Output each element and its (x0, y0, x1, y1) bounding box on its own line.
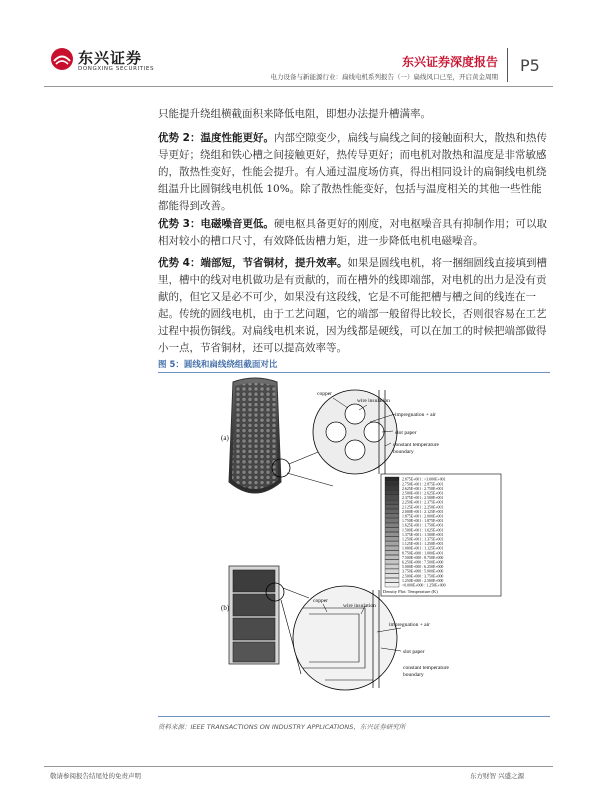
legend-swatch (385, 505, 399, 509)
a-boundary-label: boundary (393, 449, 414, 455)
a-wire-insulation-label: wire insulation (357, 398, 390, 404)
b-copper-label: copper (313, 598, 328, 604)
advantage-3-title: 优势 3：电磁噪音更低。 (158, 218, 274, 230)
panel-a-label: (a) (221, 434, 229, 442)
b-wire-insulation-label: wire insulation (343, 603, 376, 609)
legend-swatch (385, 523, 399, 527)
intro-paragraph: 只能提升绕组横截面积来降低电阻，即想办法提升槽满率。 (158, 108, 431, 120)
legend-row-label: 2.125E+001 : 2.250E+001 (402, 505, 444, 510)
legend-swatch (385, 532, 399, 536)
legend-swatch (385, 486, 399, 490)
legend-row-label: 1.750E+001 : 1.875E+001 (402, 519, 444, 524)
legend-swatch (385, 564, 399, 568)
advantage-4-paragraph (158, 255, 548, 357)
legend-swatch (385, 555, 399, 559)
legend-swatch (385, 514, 399, 518)
legend-row-label: 2.250E+001 : 2.375E+001 (402, 500, 444, 505)
report-subtitle: 电力设备与新能源行业：扁线电机系列报告（一）扁线风口已至，开启黄金周期 (270, 73, 498, 81)
a-slot-paper-label: slot paper (395, 430, 417, 436)
legend-row-label: 2.000E+001 : 2.125E+001 (402, 509, 444, 514)
legend-row-label: 3.750E+000 : 5.000E+000 (402, 569, 444, 574)
legend-row-label: 1.500E+001 : 1.625E+001 (402, 528, 444, 533)
legend-row-label: 1.625E+001 : 1.750E+001 (402, 523, 444, 528)
legend-row-label: 1.250E+000 : 2.500E+000 (402, 578, 444, 583)
footer-rule (44, 766, 553, 767)
winding-cross-section-figure (205, 376, 505, 712)
advantage-3-paragraph (158, 216, 548, 250)
legend-swatch (385, 477, 399, 481)
legend-row-label: 1.250E+001 : 1.375E+001 (402, 537, 444, 542)
legend-row-label: 2.750E+001 : 2.875E+001 (402, 482, 444, 487)
advantage-2-paragraph (158, 130, 548, 215)
b-impregnation-label: impregnation + air (389, 622, 430, 628)
a-copper-label: copper (317, 391, 332, 397)
advantage-4-text: 如果是圆线电机，将一捆细圆线直接填到槽里，槽中的线对电机做功是有贡献的，而在槽外的线即端部，对电机的出力是没有贡献的，但它又是必不可少，如果没有这段线，它是不可能把槽与槽之间的线连在一起。传统的圆线电机，由于工艺问题，它的端部一般留得比较长，否则很容易在工艺过程中损伤铜线。对扁线电机来说，因为线都是硬线，可以在加工的时候把端部做得小一点，节省铜材，还可以提高效率等。 (158, 257, 547, 354)
legend-swatch (385, 551, 399, 555)
logo-text: 东兴证券 (78, 49, 143, 67)
advantage-2-text: 内部空隙变少，扁线与扁线之间的接触面积大，散热和热传导更好；绕组和铁心槽之间接触更好，热传导更好；而电机对散热和温度是非常敏感的，散热性变好，性能会提升。有人通过温度场仿真，得出相同设计的扁铜线电机绕组温升比圆铜线电机低 10%。除了散热性能变好，包括与温度相关的其他一些性能都能得到改善。 (158, 132, 547, 212)
b-constant-temp-label: constant temperature (403, 665, 449, 671)
figure-rule (158, 372, 550, 373)
round-wire-slot (229, 378, 281, 493)
a-impregnation-label: impregnation + air (395, 412, 436, 418)
legend-swatch (385, 569, 399, 573)
legend-swatch (385, 560, 399, 564)
legend-row-label: <0.000E+000 : 1.250E+000 (402, 583, 446, 588)
panel-b-label: (b) (221, 604, 230, 612)
a-constant-temp-label: constant temperature (393, 442, 439, 448)
legend-row-label: 1.875E+001 : 2.000E+001 (402, 514, 444, 519)
legend-caption: Density Plot: Temperature (K) (383, 589, 438, 594)
legend-row-label: 6.250E+000 : 7.500E+000 (402, 560, 444, 565)
advantage-3-text: 硬电枢具备更好的刚度，对电枢噪音具有抑制作用；可以取相对较小的槽口尺寸，有效降低齿槽力矩，进一步降低电机电磁噪音。 (158, 218, 547, 247)
legend-swatch (385, 500, 399, 504)
legend-row-label: 1.375E+001 : 1.500E+001 (402, 532, 444, 537)
legend-row-label: 2.500E+000 : 3.750E+000 (402, 574, 444, 579)
legend-row-label: 2.500E+001 : 2.625E+001 (402, 491, 444, 496)
page-number: P5 (520, 56, 540, 75)
figure-label: 图 5：圆线和扁线绕组截面对比 (158, 360, 278, 370)
legend-row-label: 2.875E+001 : >3.000E+001 (402, 477, 446, 482)
advantage-2-title: 优势 2：温度性能更好。 (158, 132, 274, 144)
legend-swatch (385, 509, 399, 513)
legend-swatch (385, 574, 399, 578)
legend-swatch (385, 541, 399, 545)
temperature-legend (381, 474, 501, 596)
legend-swatch (385, 518, 399, 522)
report-title: 东兴证券深度报告 (401, 55, 498, 69)
b-slot-paper-label: slot paper (403, 649, 425, 655)
legend-row-label: 2.375E+001 : 2.500E+001 (402, 496, 444, 501)
legend-row-label: 8.750E+000 : 1.000E+001 (402, 551, 444, 556)
legend-row-label: 2.625E+001 : 2.750E+001 (402, 486, 444, 491)
legend-swatch (385, 537, 399, 541)
footer-slogan: 东方财智 兴盛之源 (470, 772, 525, 780)
legend-row-label: 1.125E+001 : 1.250E+001 (402, 542, 444, 547)
header-divider (507, 48, 508, 82)
legend-swatch (385, 583, 399, 587)
legend-row-label: 7.500E+000 : 8.750E+000 (402, 555, 444, 560)
legend-row-label: 1.000E+001 : 1.125E+001 (402, 546, 444, 551)
source-rule (158, 716, 550, 717)
logo-english: DONGXING SECURITIES (78, 66, 155, 72)
legend-swatch (385, 495, 399, 499)
legend-row-label: 5.000E+000 : 6.250E+000 (402, 565, 444, 570)
legend-swatch (385, 528, 399, 532)
legend-swatch (385, 491, 399, 495)
legend-swatch (385, 546, 399, 550)
legend-swatch (385, 482, 399, 486)
flat-wire-slot (229, 566, 279, 664)
footer-disclaimer: 敬请参阅报告结尾处的免责声明 (50, 772, 141, 780)
figure-source: 资料来源：IEEE TRANSACTIONS ON INDUSTRY APPLICATIONS，东兴证券研究所 (158, 723, 406, 731)
legend-swatch (385, 578, 399, 582)
b-boundary-label: boundary (403, 672, 424, 678)
dongxing-logo-icon (50, 47, 74, 71)
advantage-4-title: 优势 4：端部短，节省铜材，提升效率。 (158, 257, 348, 269)
flat-wire-zoom (293, 586, 397, 690)
header-rule (44, 86, 553, 87)
